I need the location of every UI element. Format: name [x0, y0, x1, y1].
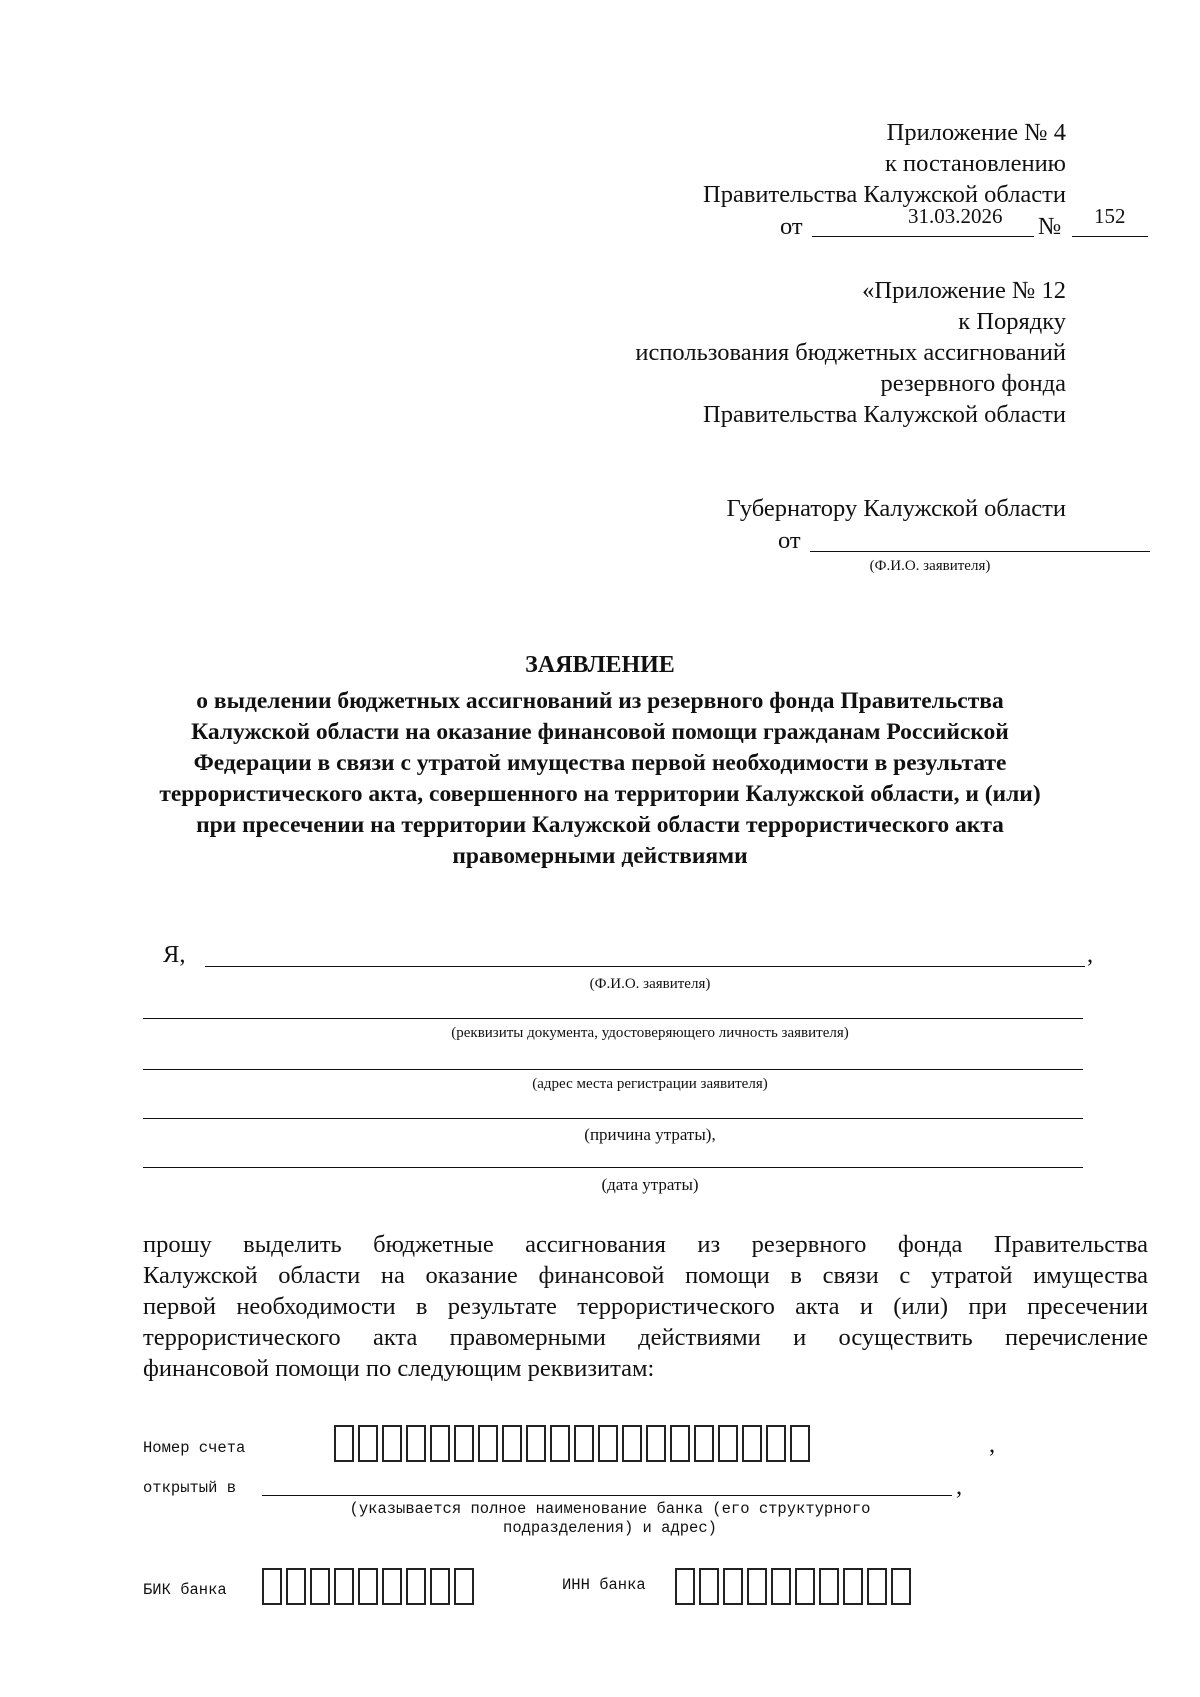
inn-digit-box[interactable] [771, 1568, 791, 1605]
appendix-date: 31.03.2026 [908, 204, 1003, 228]
account-digit-box[interactable] [454, 1425, 474, 1462]
title-line6: правомерными действиями [452, 843, 748, 869]
appendix-from-label: от [780, 213, 803, 240]
bank-name-underline[interactable] [262, 1495, 952, 1496]
inn-digit-box[interactable] [795, 1568, 815, 1605]
account-digit-box[interactable] [694, 1425, 714, 1462]
inn-boxes[interactable] [675, 1568, 911, 1605]
account-number-boxes[interactable] [334, 1425, 810, 1462]
title-line4: террористического акта, совершенного на территории Калужской области, и (или) [159, 781, 1041, 807]
addressee-caption: (Ф.И.О. заявителя) [869, 558, 991, 574]
doc-caption: (реквизиты документа, удостоверяющего личность заявителя) [451, 1025, 849, 1041]
account-digit-box[interactable] [670, 1425, 690, 1462]
title-line1: о выделении бюджетных ассигнований из резервного фонда Правительства [196, 688, 1004, 714]
date-loss-underline [143, 1167, 1083, 1168]
order-line4: резервного фонда [880, 370, 1066, 397]
account-label: Номер счета [143, 1439, 246, 1457]
bik-digit-box[interactable] [406, 1568, 426, 1605]
fio-comma: , [1087, 941, 1094, 968]
document-heading: ЗАЯВЛЕНИЕ [525, 652, 675, 678]
bik-digit-box[interactable] [358, 1568, 378, 1605]
account-digit-box[interactable] [430, 1425, 450, 1462]
bik-digit-box[interactable] [430, 1568, 450, 1605]
fio-underline [205, 966, 1085, 967]
addressee-line: Губернатору Калужской области [726, 495, 1066, 522]
inn-digit-box[interactable] [843, 1568, 863, 1605]
title-line2: Калужской области на оказание финансовой помощи гражданам Российской [191, 719, 1009, 745]
appendix-line2: к постановлению [885, 150, 1066, 177]
account-digit-box[interactable] [598, 1425, 618, 1462]
request-line4: террористического акта правомерными действиями и осуществить перечисление [143, 1324, 1148, 1351]
bik-digit-box[interactable] [454, 1568, 474, 1605]
inn-digit-box[interactable] [867, 1568, 887, 1605]
appendix-line3: Правительства Калужской области [703, 181, 1066, 208]
i-label: Я, [163, 941, 186, 968]
appendix-number-label: № [1038, 213, 1062, 240]
account-digit-box[interactable] [622, 1425, 642, 1462]
reason-caption: (причина утраты), [584, 1125, 716, 1144]
account-digit-box[interactable] [550, 1425, 570, 1462]
order-line1: «Приложение № 12 [862, 277, 1066, 304]
reason-underline [143, 1118, 1083, 1119]
inn-digit-box[interactable] [891, 1568, 911, 1605]
inn-digit-box[interactable] [747, 1568, 767, 1605]
inn-label: ИНН банка [562, 1576, 646, 1594]
request-line5: финансовой помощи по следующим реквизитам: [143, 1355, 655, 1382]
bank-caption-line1: (указывается полное наименование банка (его структурного [349, 1500, 871, 1518]
number-underline [1072, 236, 1148, 237]
account-digit-box[interactable] [358, 1425, 378, 1462]
appendix-line1: Приложение № 4 [886, 119, 1066, 146]
address-caption: (адрес места регистрации заявителя) [532, 1076, 768, 1092]
account-digit-box[interactable] [526, 1425, 546, 1462]
inn-digit-box[interactable] [675, 1568, 695, 1605]
bik-digit-box[interactable] [382, 1568, 402, 1605]
bik-digit-box[interactable] [334, 1568, 354, 1605]
account-digit-box[interactable] [646, 1425, 666, 1462]
order-line3: использования бюджетных ассигнований [635, 339, 1066, 366]
doc-underline [143, 1018, 1083, 1019]
opened-label: открытый в [143, 1479, 237, 1497]
request-line3: первой необходимости в результате террористического акта и (или) при пресечении [143, 1293, 1148, 1320]
bank-caption-line2: подразделения) и адрес) [503, 1519, 717, 1537]
order-line5: Правительства Калужской области [703, 401, 1066, 428]
account-digit-box[interactable] [766, 1425, 786, 1462]
bank-comma: , [956, 1473, 963, 1500]
account-digit-box[interactable] [742, 1425, 762, 1462]
inn-digit-box[interactable] [723, 1568, 743, 1605]
bik-digit-box[interactable] [286, 1568, 306, 1605]
bik-digit-box[interactable] [310, 1568, 330, 1605]
account-digit-box[interactable] [790, 1425, 810, 1462]
bik-boxes[interactable] [262, 1568, 474, 1605]
address-underline [143, 1069, 1083, 1070]
account-digit-box[interactable] [718, 1425, 738, 1462]
title-line3: Федерации в связи с утратой имущества первой необходимости в результате [193, 750, 1007, 776]
title-line5: при пресечении на территории Калужской области террористического акта [196, 812, 1004, 838]
inn-digit-box[interactable] [819, 1568, 839, 1605]
account-digit-box[interactable] [382, 1425, 402, 1462]
account-digit-box[interactable] [574, 1425, 594, 1462]
account-digit-box[interactable] [334, 1425, 354, 1462]
addressee-from-label: от [778, 527, 801, 554]
addressee-underline [810, 551, 1150, 552]
bik-label: БИК банка [143, 1581, 227, 1599]
bik-digit-box[interactable] [262, 1568, 282, 1605]
account-digit-box[interactable] [478, 1425, 498, 1462]
request-line1: прошу выделить бюджетные ассигнования из резервного фонда Правительства [143, 1231, 1148, 1258]
account-digit-box[interactable] [502, 1425, 522, 1462]
appendix-number: 152 [1094, 204, 1126, 228]
account-comma: , [989, 1431, 996, 1458]
account-digit-box[interactable] [406, 1425, 426, 1462]
fio-caption: (Ф.И.О. заявителя) [589, 976, 711, 992]
order-line2: к Порядку [958, 308, 1066, 335]
date-caption: (дата утраты) [601, 1175, 699, 1194]
request-line2: Калужской области на оказание финансовой помощи в связи с утратой имущества [143, 1262, 1148, 1289]
inn-digit-box[interactable] [699, 1568, 719, 1605]
date-underline [812, 236, 1034, 237]
